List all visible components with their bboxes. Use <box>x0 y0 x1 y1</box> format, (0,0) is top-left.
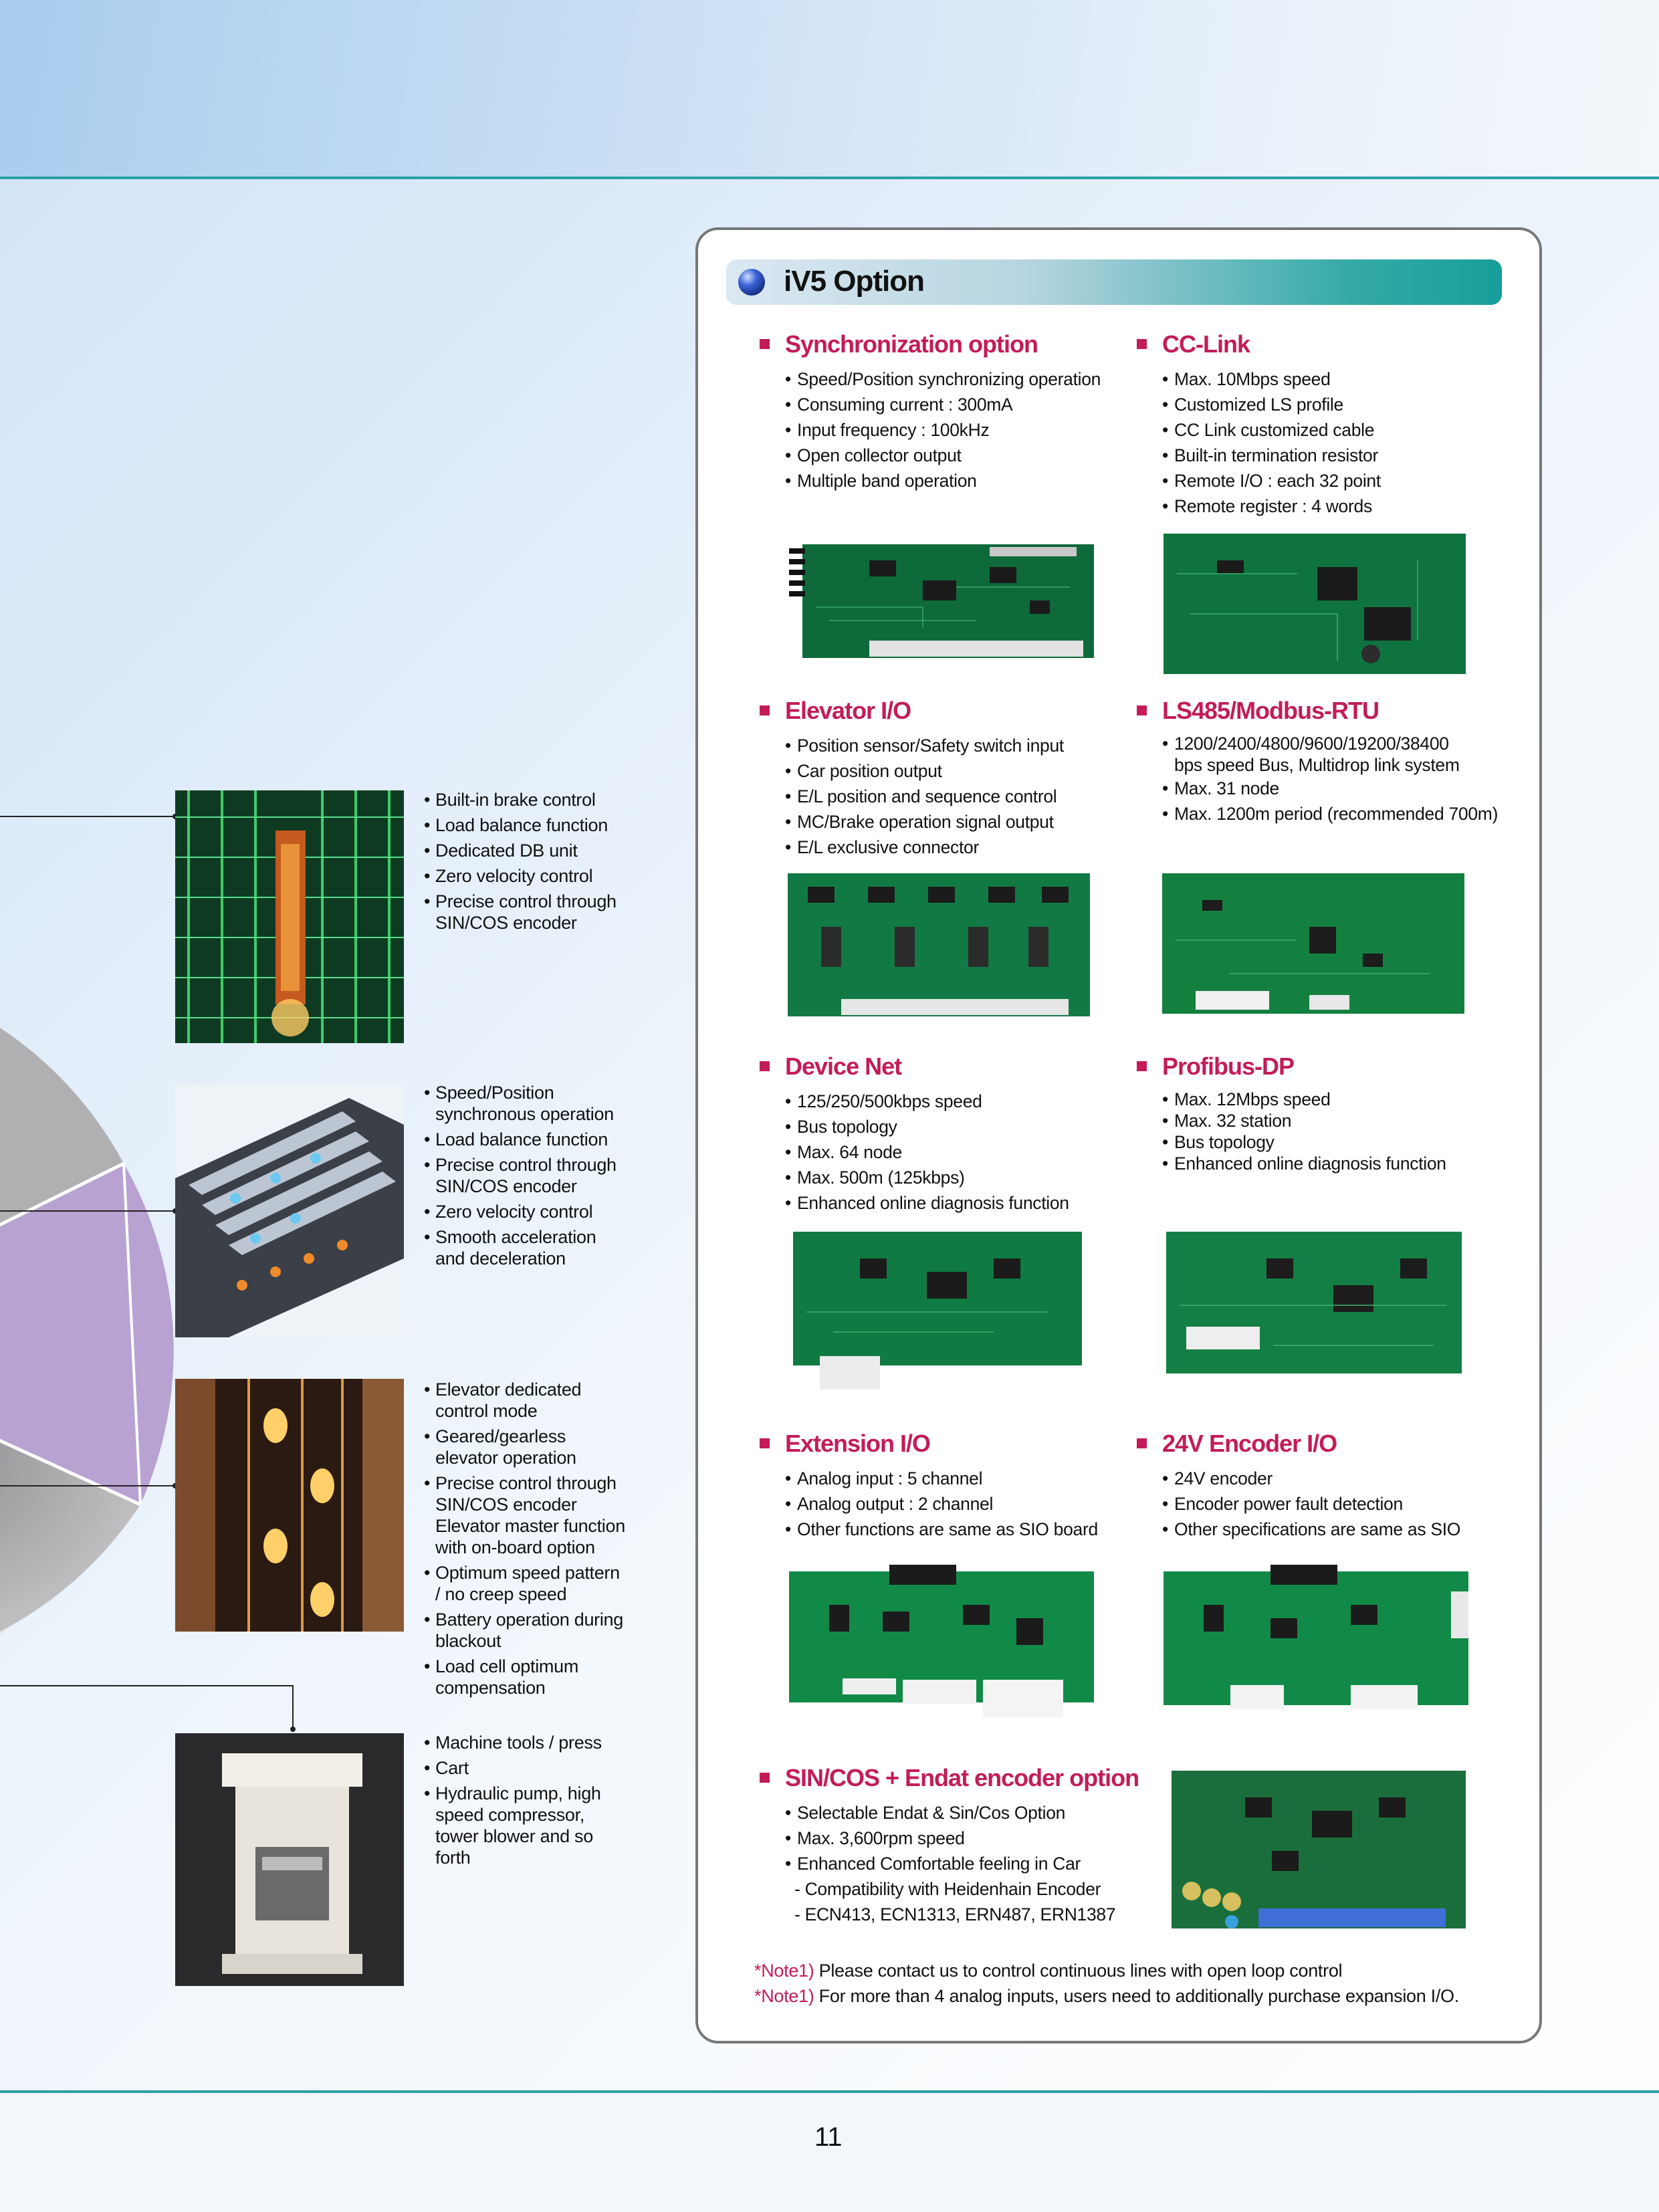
list-item-continuation: control mode <box>435 1401 538 1421</box>
list-item: • Enhanced online diagnosis function <box>785 1190 1069 1216</box>
list-item: • Enhanced Comfortable feeling in Car <box>785 1851 1139 1876</box>
top-rule <box>0 177 1659 179</box>
ls485-board-image <box>1162 873 1464 1014</box>
list-item: • 125/250/500kbps speed <box>785 1089 1069 1114</box>
list-item-continuation: forth <box>435 1848 471 1868</box>
list-item: • Analog output : 2 channel <box>785 1491 1098 1517</box>
option-ls485-modbus <box>1137 697 1498 826</box>
option-spec-list <box>1162 733 1498 826</box>
list-item: • Bus topology <box>785 1114 1069 1139</box>
list-item-continuation: and deceleration <box>435 1248 566 1268</box>
list-item: • Enhanced online diagnosis function <box>1162 1153 1446 1174</box>
note-tag: *Note1) <box>754 1961 814 1981</box>
list-item: • Multiple band operation <box>785 468 1101 493</box>
connector-line <box>292 1685 294 1729</box>
note-line <box>754 1958 1459 1983</box>
list-item-continuation: with on-board option <box>435 1537 595 1557</box>
list-item: • Customized LS profile <box>1162 392 1381 417</box>
option-title: Extension I/O <box>760 1430 1098 1458</box>
list-item-continuation: elevator operation <box>435 1448 576 1468</box>
list-item: • Consuming current : 300mA <box>785 392 1101 417</box>
option-spec-list <box>1162 1089 1446 1174</box>
list-item: • Car position output <box>785 758 1064 784</box>
crane-warehouse-photo <box>175 790 404 1043</box>
list-item: • 24V encoder <box>1162 1466 1460 1491</box>
crane-feature-list <box>424 789 631 933</box>
connector-dot <box>290 1727 296 1732</box>
panel-title: iV5 Option <box>784 265 924 298</box>
list-item: • Elevator dedicated <box>424 1379 582 1400</box>
option-title: LS485/Modbus-RTU <box>1137 697 1498 725</box>
list-item: • Remote I/O : each 32 point <box>1162 468 1381 493</box>
machine-feature-list <box>424 1732 631 1868</box>
list-item: • Max. 31 node <box>1162 776 1498 801</box>
list-item: • Max. 32 station <box>1162 1110 1446 1131</box>
list-item-continuation: SIN/COS encoder <box>435 913 577 933</box>
note-line <box>754 1983 1459 2009</box>
header-band <box>0 0 1659 177</box>
option-title: CC-Link <box>1137 330 1381 358</box>
list-item: • Load cell optimum <box>424 1656 579 1676</box>
option-spec-list <box>1162 366 1381 519</box>
option-device-net <box>760 1053 1069 1216</box>
notes-block <box>754 1958 1459 2009</box>
elevator-io-board-image <box>788 873 1090 1016</box>
list-item: • Encoder power fault detection <box>1162 1491 1460 1517</box>
list-item: • Speed/Position synchronizing operation <box>785 366 1101 392</box>
option-title: SIN/COS + Endat encoder option <box>760 1764 1139 1792</box>
list-item: • 1200/2400/4800/9600/19200/38400 <box>1162 733 1498 754</box>
elevator-feature-list <box>424 1379 631 1698</box>
option-profibus-dp <box>1137 1053 1446 1174</box>
list-item: • Built-in termination resistor <box>1162 443 1381 468</box>
list-item: • E/L exclusive connector <box>785 835 1064 860</box>
option-title: Elevator I/O <box>760 697 1064 725</box>
list-item: • Geared/gearless <box>424 1426 566 1446</box>
list-item: • Zero velocity control <box>424 1201 631 1222</box>
list-item-continuation: blackout <box>435 1631 502 1651</box>
list-item: • Other specifications are same as SIO <box>1162 1517 1460 1542</box>
list-item: • Remote register : 4 words <box>1162 493 1381 519</box>
option-elevator-io <box>760 697 1064 860</box>
option-extension-io <box>760 1430 1098 1542</box>
list-item: • Open collector output <box>785 443 1101 468</box>
list-item: • Max. 64 node <box>785 1139 1069 1165</box>
list-item: • Speed/Position <box>424 1083 554 1103</box>
24v-encoder-board-image <box>1164 1565 1468 1725</box>
sync-option-board-image <box>789 540 1097 661</box>
bullet-ball-icon <box>738 269 765 296</box>
list-item-continuation: speed compressor, <box>435 1805 585 1825</box>
list-item: • Precise control through <box>424 1154 631 1176</box>
list-item: • Built-in brake control <box>424 789 631 810</box>
note-tag: *Note1) <box>754 1986 814 2006</box>
list-item-continuation: Elevator master function <box>435 1516 625 1536</box>
option-title: Synchronization option <box>760 330 1101 358</box>
list-item-continuation: / no creep speed <box>435 1584 567 1604</box>
list-item-continuation: bps speed Bus, Multidrop link system <box>1174 755 1460 775</box>
list-item-continuation: tower blower and so <box>435 1826 593 1846</box>
list-item: • Zero velocity control <box>424 865 631 887</box>
page-number: 11 <box>814 2122 843 2152</box>
list-item: • Input frequency : 100kHz <box>785 417 1101 443</box>
list-item: • Smooth acceleration <box>424 1226 631 1248</box>
list-item: • Load balance function <box>424 814 631 836</box>
elevator-shaft-photo <box>175 1379 404 1632</box>
note-text: Please contact us to control continuous lines with open loop control <box>814 1961 1343 1981</box>
list-item: • Max. 10Mbps speed <box>1162 366 1381 392</box>
list-item: • E/L position and sequence control <box>785 784 1064 809</box>
list-item: • Max. 12Mbps speed <box>1162 1089 1446 1110</box>
list-item-continuation: synchronous operation <box>435 1104 614 1124</box>
option-synchronization <box>760 330 1101 493</box>
sincos-endat-board-image <box>1165 1771 1470 1928</box>
option-title: Device Net <box>760 1053 1069 1081</box>
option-spec-list <box>785 1466 1098 1542</box>
list-item: • Other functions are same as SIO board <box>785 1517 1098 1542</box>
press-machine-photo <box>175 1733 404 1986</box>
list-item: • Battery operation during <box>424 1610 623 1630</box>
list-item: • Cart <box>424 1757 631 1779</box>
list-item: • Optimum speed pattern <box>424 1563 620 1583</box>
option-title: 24V Encoder I/O <box>1137 1430 1460 1458</box>
list-item: • Position sensor/Safety switch input <box>785 733 1064 758</box>
option-spec-list <box>785 366 1101 493</box>
list-item: • Bus topology <box>1162 1131 1446 1153</box>
list-item: • Machine tools / press <box>424 1732 631 1753</box>
footer-area <box>0 2093 1659 2212</box>
list-item: • Max. 1200m period (recommended 700m) <box>1162 801 1498 826</box>
conveyor-feature-list <box>424 1082 631 1269</box>
list-item: • Selectable Endat & Sin/Cos Option <box>785 1800 1139 1826</box>
list-item: • Dedicated DB unit <box>424 840 631 861</box>
option-sincos-endat <box>760 1764 1139 1927</box>
list-item-continuation: SIN/COS encoder <box>435 1176 577 1196</box>
list-item-continuation: compensation <box>435 1678 546 1698</box>
option-title: Profibus-DP <box>1137 1053 1446 1081</box>
option-spec-list <box>785 733 1064 860</box>
list-item: • Max. 500m (125kbps) <box>785 1165 1069 1190</box>
extension-io-board-image <box>789 1565 1094 1720</box>
connector-line <box>0 1685 293 1686</box>
pie-graphic <box>0 963 174 1725</box>
list-item: • Load balance function <box>424 1129 631 1150</box>
option-cc-link <box>1137 330 1381 519</box>
option-24v-encoder-io <box>1137 1430 1460 1542</box>
connector-line <box>0 1210 175 1212</box>
option-spec-list <box>785 1800 1139 1927</box>
list-item: • MC/Brake operation signal output <box>785 809 1064 835</box>
device-net-board-image <box>793 1232 1082 1392</box>
note-text: For more than 4 analog inputs, users need to additionally purchase expansion I/O. <box>814 1986 1459 2006</box>
option-spec-list <box>785 1089 1069 1216</box>
list-item: • Precise control through <box>424 1473 617 1493</box>
list-item: • Hydraulic pump, high <box>424 1783 601 1803</box>
list-item: • Max. 3,600rpm speed <box>785 1826 1139 1851</box>
connector-line <box>0 816 175 817</box>
profibus-board-image <box>1166 1232 1462 1373</box>
option-spec-list <box>1162 1466 1460 1542</box>
connector-line <box>0 1485 175 1486</box>
list-subitem: - ECN413, ECN1313, ERN487, ERN1387 <box>794 1904 1116 1924</box>
conveyor-photo <box>175 1085 404 1337</box>
cc-link-board-image <box>1164 534 1466 674</box>
list-item: • Precise control through <box>424 891 631 912</box>
list-subitem: - Compatibility with Heidenhain Encoder <box>794 1879 1101 1899</box>
list-item-continuation: SIN/COS encoder <box>435 1495 577 1515</box>
list-item: • CC Link customized cable <box>1162 417 1381 443</box>
list-item: • Analog input : 5 channel <box>785 1466 1098 1491</box>
